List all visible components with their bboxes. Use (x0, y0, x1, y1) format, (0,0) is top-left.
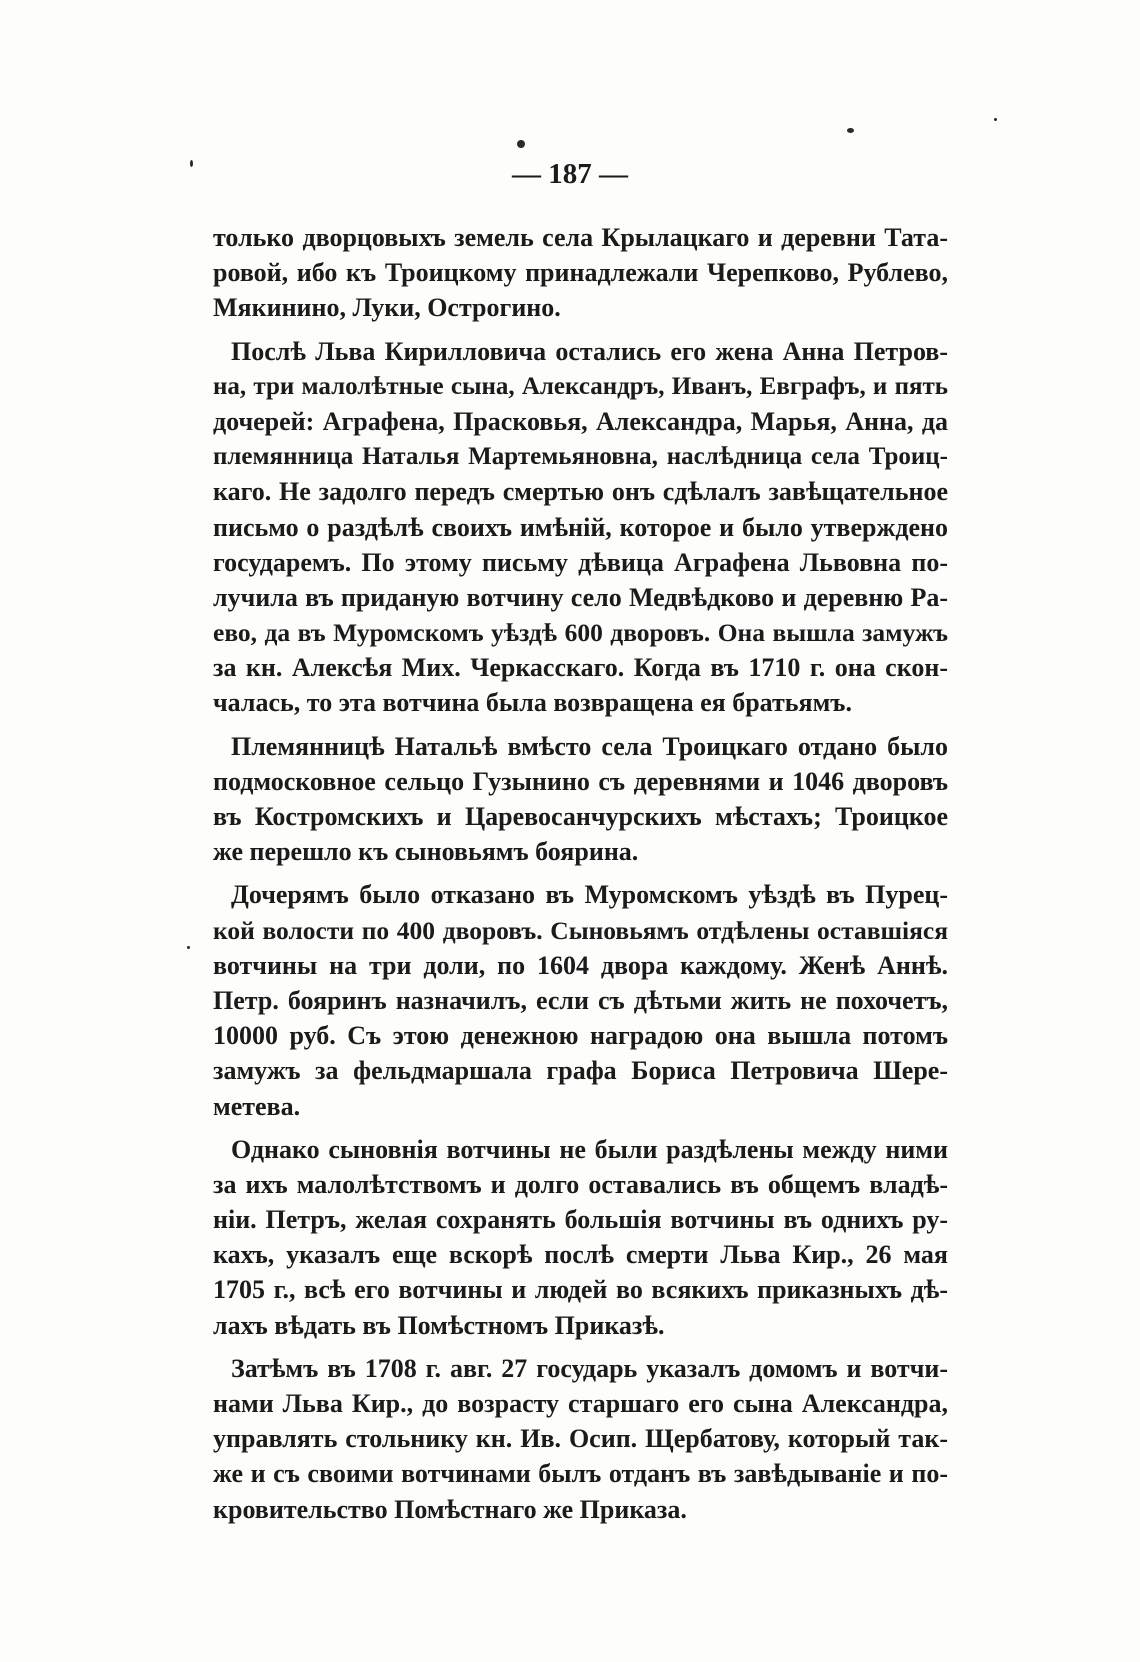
text-line: Послѣ Льва Кирилловича остались его жена Анна Петров- (231, 336, 948, 366)
text-line: подмосковное сельцо Гузынино съ деревнями и 1046 дворовъ (213, 766, 948, 796)
text-line: ево, да въ Муромскомъ уѣздѣ 600 дворовъ. Она вышла замужъ (213, 618, 948, 648)
scan-speck (517, 140, 525, 148)
paragraph (213, 220, 948, 326)
text-line: дочерей: Аграфена, Прасковья, Александра, Марья, Анна, да (213, 406, 948, 436)
text-line: же перешло къ сыновьямъ боярина. (213, 837, 639, 867)
paragraph (213, 1351, 948, 1527)
scan-speck (187, 946, 190, 949)
text-line: кровительство Помѣстнаго же Приказа. (213, 1494, 687, 1524)
text-line: же и съ своими вотчинами былъ отданъ въ завѣдыванiе и по- (213, 1459, 948, 1489)
text-line: нiи. Петръ, желая сохранять большiя вотчины въ однихъ ру- (213, 1205, 948, 1235)
text-line: за ихъ малолѣтствомъ и долго оставались въ общемъ владѣ- (213, 1169, 948, 1199)
text-line: чалась, то эта вотчина была возвращена ея братьямъ. (213, 688, 852, 718)
text-line: замужъ за фельдмаршала графа Бориса Петровича Шере- (213, 1056, 948, 1086)
text-line: нами Льва Кир., до возрасту старшаго его сына Александра, (213, 1389, 948, 1418)
text-line: 10000 руб. Съ этою денежною наградою она вышла потомъ (213, 1021, 948, 1051)
paragraph (213, 1132, 948, 1343)
text-line: только дворцовыхъ земель села Крылацкаго и деревни Тата- (213, 223, 948, 252)
text-line: Затѣмъ въ 1708 г. авг. 27 государь указалъ домомъ и вотчи- (231, 1353, 948, 1383)
paragraph (213, 729, 948, 870)
text-line: вотчины на три доли, по 1604 двора каждому. Женѣ Аннѣ. (213, 950, 948, 980)
paragraph (213, 877, 948, 1123)
text-line: кой волости по 400 дворовъ. Сыновьямъ отдѣлены оставшiяся (213, 915, 948, 945)
text-line: каго. Не задолго передъ смертью онъ сдѣлалъ завѣщательное (213, 477, 948, 507)
text-line: Племянницѣ Натальѣ вмѣсто села Троицкаго отдано было (231, 731, 948, 761)
paragraph (213, 334, 948, 721)
scan-speck (847, 128, 854, 133)
text-line: на, три малолѣтные сына, Александръ, Иванъ, Евграфъ, и пять (213, 372, 948, 400)
text-line: 1705 г., всѣ его вотчины и людей во всякихъ приказныхъ дѣ- (213, 1275, 948, 1305)
text-line: управлять стольнику кн. Ив. Осип. Щербатову, который так- (213, 1424, 948, 1454)
text-line: метева. (213, 1091, 301, 1121)
scan-speck (994, 118, 997, 121)
text-line: племянница Наталья Мартемьяновна, наслѣдница села Троиц- (213, 443, 948, 471)
text-line: государемъ. По этому письму дѣвица Аграфена Львовна по- (213, 547, 948, 577)
text-line: лучила въ приданую вотчину село Медвѣдково и деревню Ра- (213, 582, 948, 612)
text-line: лахъ вѣдать въ Помѣстномъ Приказѣ. (213, 1310, 665, 1340)
text-line: ровой, ибо къ Троицкому принадлежали Черепково, Рублево, (213, 258, 948, 288)
text-line: письмо о раздѣлѣ своихъ имѣній, которое и было утверждено (213, 512, 948, 542)
text-line: за кн. Алексѣя Мих. Черкасскаго. Когда въ 1710 г. она скон- (213, 653, 948, 683)
text-line: Мякинино, Луки, Острогино. (213, 293, 561, 323)
text-line: въ Костромскихъ и Царевосанчурскихъ мѣстахъ; Троицкое (213, 802, 948, 831)
body-text (213, 220, 948, 1527)
text-line: кахъ, указалъ еще вскорѣ послѣ смерти Льва Кир., 26 мая (213, 1240, 948, 1270)
page-number: — 187 — (512, 158, 628, 190)
text-line: Петр. бояринъ назначилъ, если съ дѣтьми жить не похочетъ, (213, 985, 948, 1015)
text-line: Дочерямъ было отказано въ Муромскомъ уѣздѣ въ Пурец- (231, 880, 948, 910)
text-line: Однако сыновнiя вотчины не были раздѣлены между ними (231, 1134, 948, 1164)
